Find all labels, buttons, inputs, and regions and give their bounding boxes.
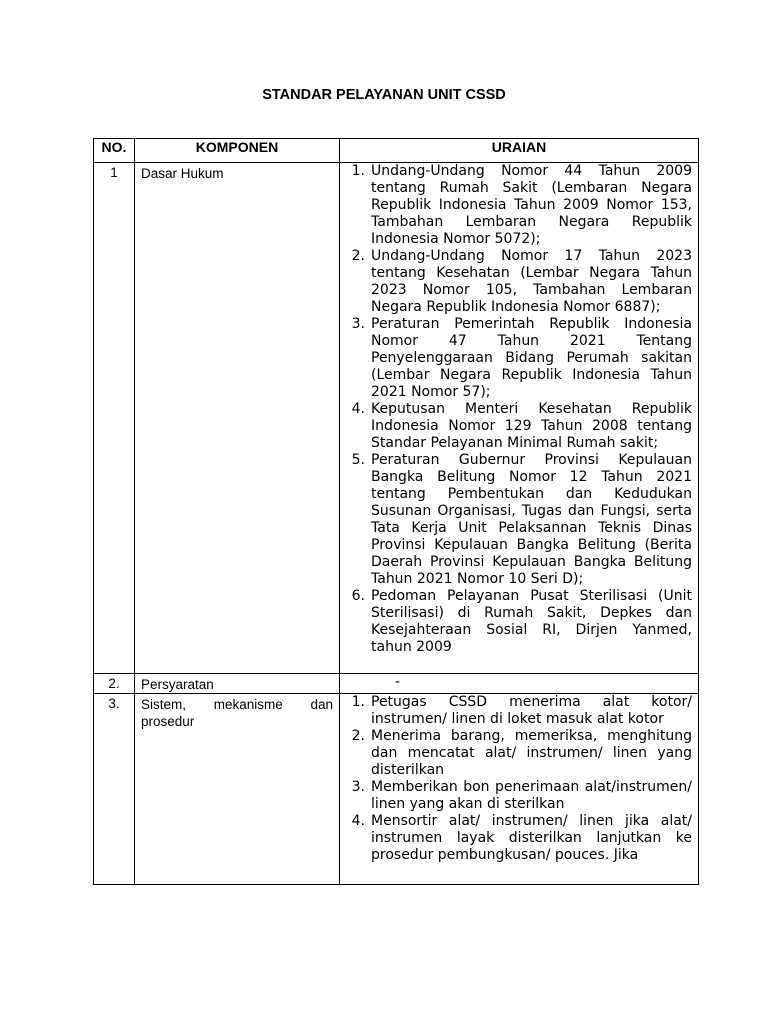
list-item: 1. Petugas CSSD menerima alat kotor/ instrumen/ linen di loket masuk alat kotor <box>351 694 692 727</box>
row-number: 3. <box>94 694 135 885</box>
uraian-list <box>340 163 692 656</box>
list-item: 4. Keputusan Menteri Kesehatan Republik Indonesia Nomor 129 Tahun 2008 tentang Standar Pelayanan Minimal Rumah sakit; <box>351 401 692 451</box>
table-row <box>94 674 699 694</box>
list-item: 3. Memberikan bon penerimaan alat/instrumen/ linen yang akan di sterilkan <box>351 779 692 812</box>
header-uraian: URAIAN <box>340 139 699 163</box>
uraian-value: - <box>395 674 401 690</box>
table-row <box>94 163 699 674</box>
row-komponen: Sistem, mekanisme dan prosedur <box>135 694 340 885</box>
row-number: 2. <box>94 674 135 694</box>
uraian-list <box>340 694 692 864</box>
list-item: 6. Pedoman Pelayanan Pusat Sterilisasi (Unit Sterilisasi) di Rumah Sakit, Depkes dan Kesejahteraan Sosial RI, Dirjen Yanmed, tahun 2009 <box>351 588 692 655</box>
header-no: NO. <box>94 139 135 163</box>
header-komponen: KOMPONEN <box>135 139 340 163</box>
list-item: 2. Menerima barang, memeriksa, menghitung dan mencatat alat/ instrumen/ linen yang disterilkan <box>351 728 692 778</box>
row-uraian <box>340 674 699 694</box>
row-komponen: Dasar Hukum <box>135 163 340 674</box>
table-row <box>94 694 699 885</box>
row-uraian <box>340 163 699 674</box>
row-uraian <box>340 694 699 885</box>
document-title: STANDAR PELAYANAN UNIT CSSD <box>262 87 506 103</box>
standar-pelayanan-table <box>93 138 699 885</box>
list-item: 5. Peraturan Gubernur Provinsi Kepulauan Bangka Belitung Nomor 12 Tahun 2021 tentang Pembentukan dan Kedudukan Susunan Organisasi, Tugas dan Fungsi, serta Tata Kerja Unit Pelaksannan Teknis Dinas Provinsi Kepulauan Bangka Belitung (Berita Daerah Provinsi Kepulauan Bangka Belitung Tahun 2021 Nomor 10 Seri D); <box>351 452 692 587</box>
list-item: 1. Undang-Undang Nomor 44 Tahun 2009 tentang Rumah Sakit (Lembaran Negara Republik Indonesia Tahun 2009 Nomor 153, Tambahan Lembaran Negara Republik Indonesia Nomor 5072); <box>351 163 692 247</box>
row-number: 1 <box>94 163 135 674</box>
list-item: 3. Peraturan Pemerintah Republik Indonesia Nomor 47 Tahun 2021 Tentang Penyelenggaraan Bidang Perumah sakitan (Lembar Negara Republik Indonesia Tahun 2021 Nomor 57); <box>351 316 692 400</box>
list-item: 4. Mensortir alat/ instrumen/ linen jika alat/ instrumen layak disterilkan lanjutkan ke prosedur pembungkusan/ pouces. Jika <box>351 813 692 863</box>
row-komponen: Persyaratan <box>135 674 340 694</box>
list-item: 2. Undang-Undang Nomor 17 Tahun 2023 tentang Kesehatan (Lembar Negara Tahun 2023 Nomor 105, Tambahan Lembaran Negara Republik Indonesia Nomor 6887); <box>351 248 692 315</box>
table-header-row <box>94 139 699 163</box>
